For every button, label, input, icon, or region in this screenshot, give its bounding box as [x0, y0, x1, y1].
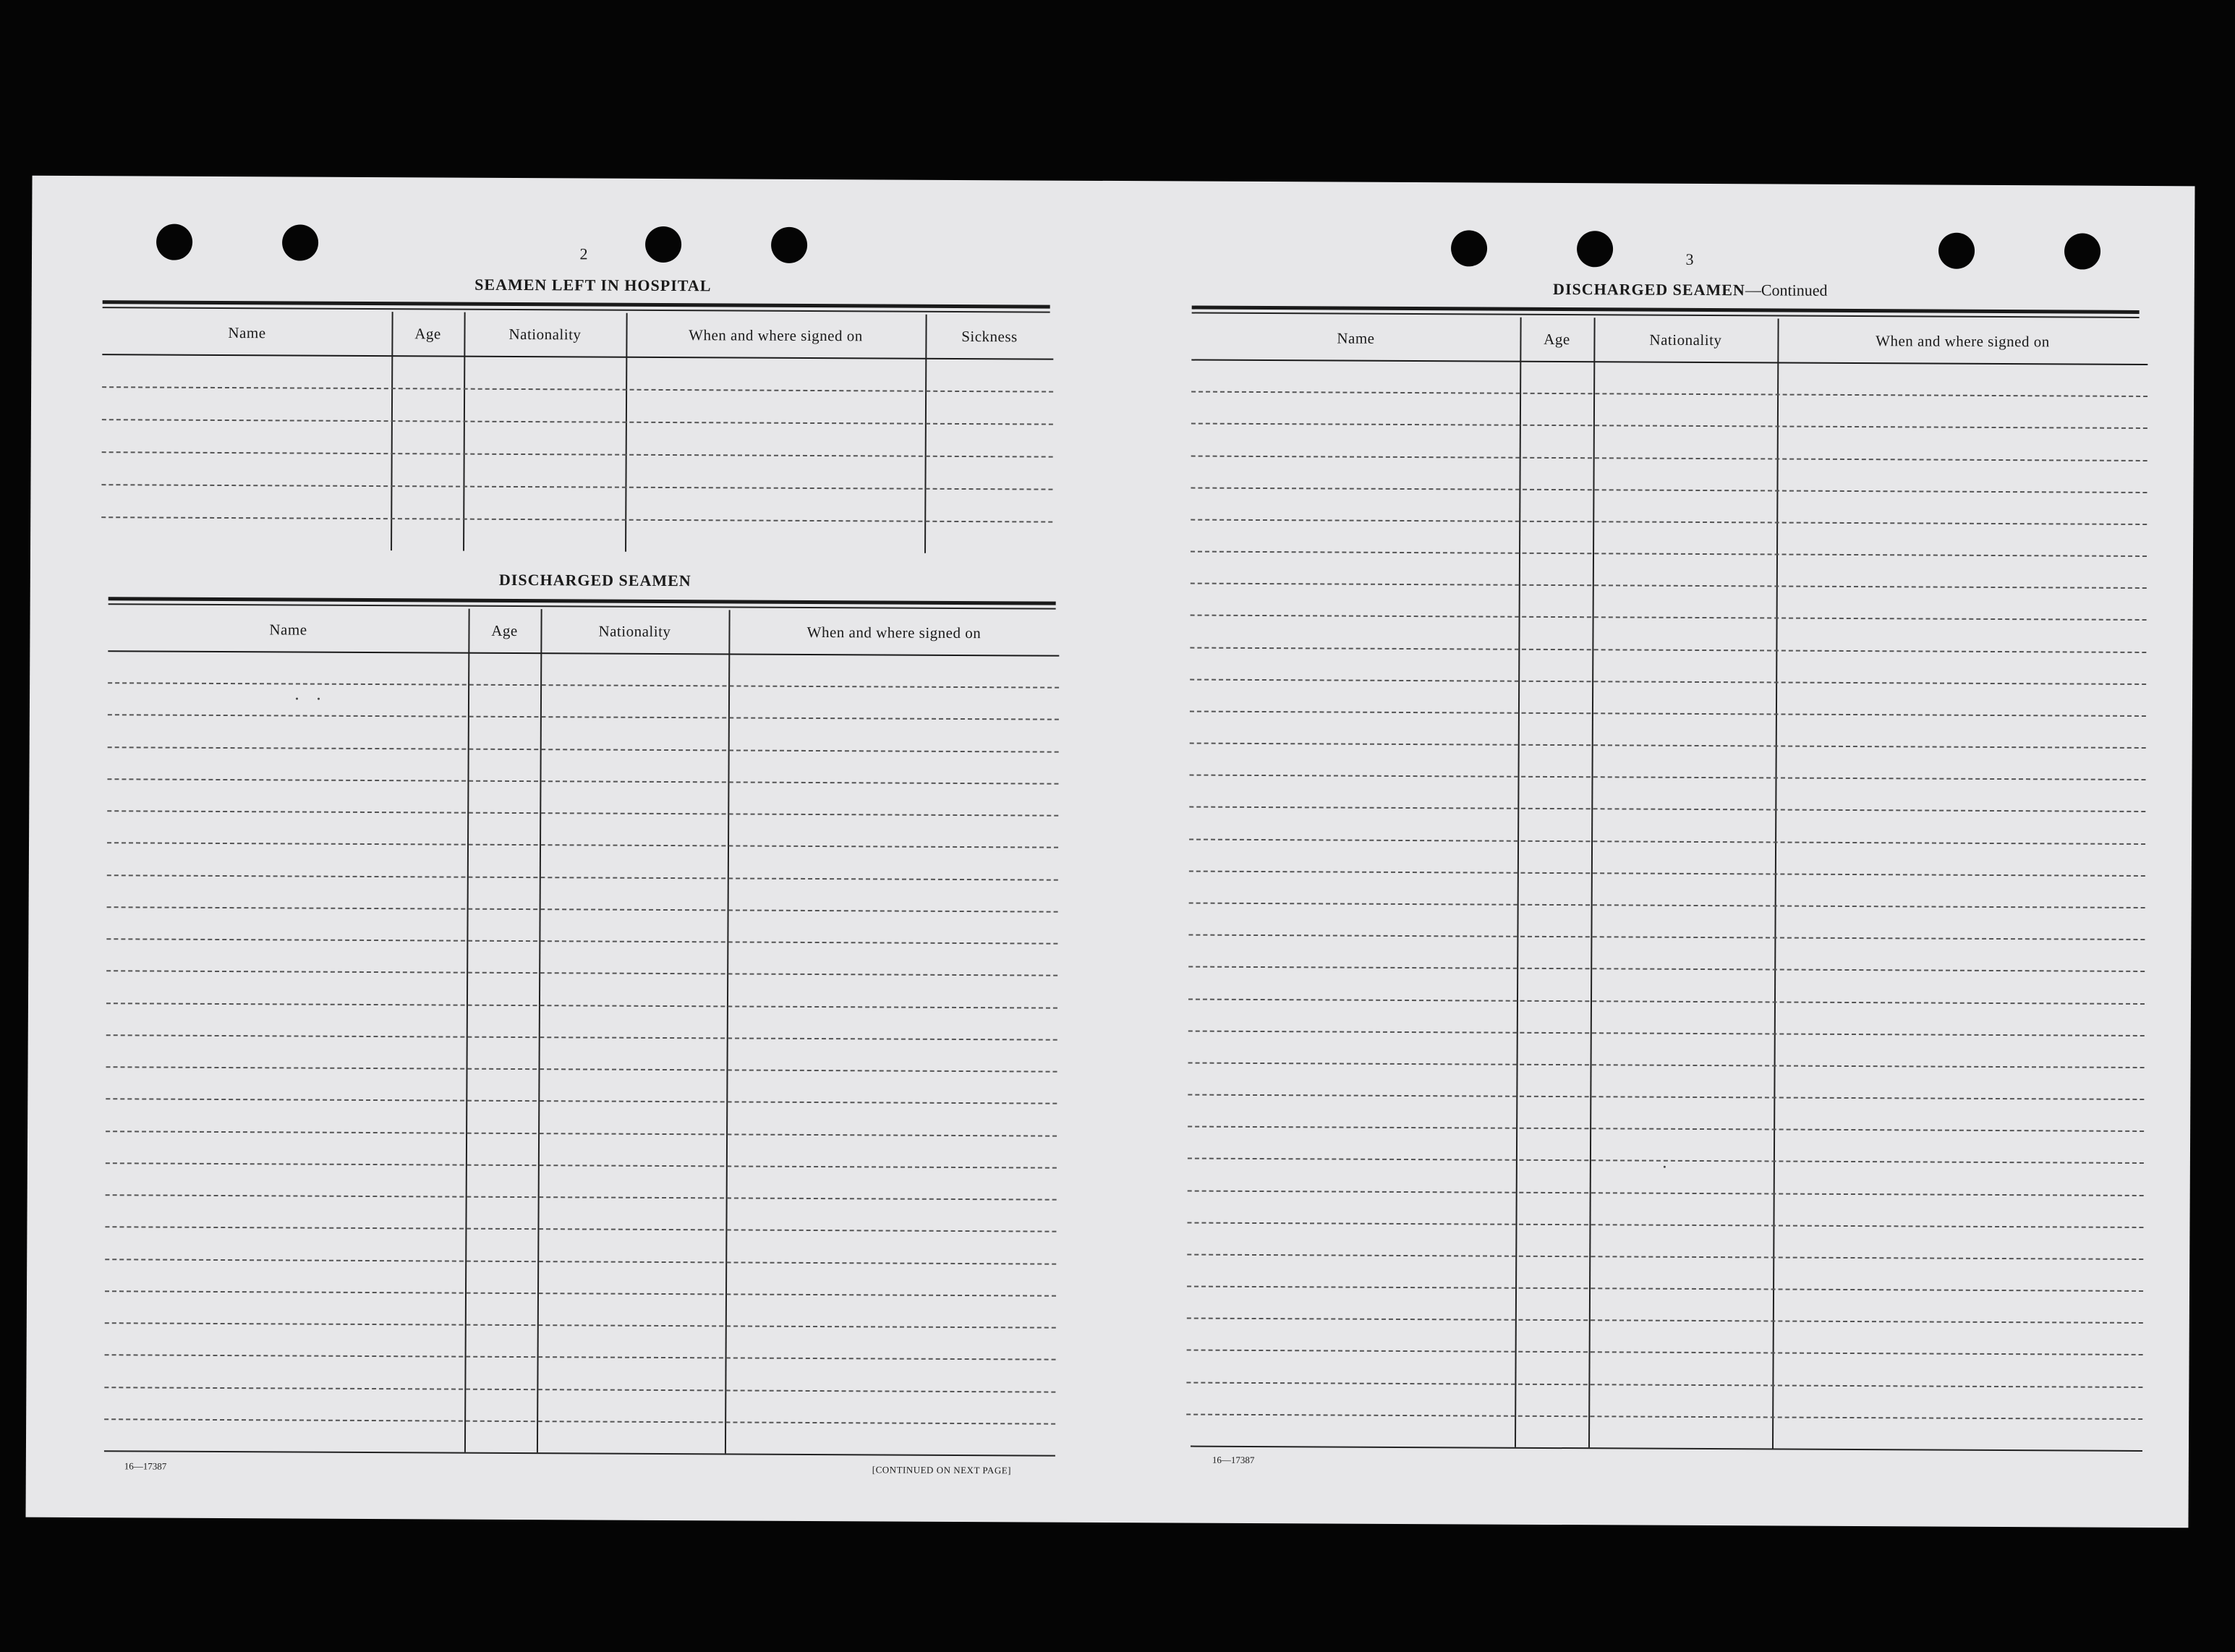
discharged-continued-title [1401, 279, 1980, 301]
column-header-nationality: Nationality [508, 325, 582, 343]
column-header-name: Name [228, 323, 266, 341]
hospital-table [101, 310, 1054, 553]
column-header-age: Age [1544, 330, 1570, 348]
discharged-continued-table [1186, 316, 2148, 1450]
discharged-section-title: DISCHARGED SEAMEN [498, 570, 691, 590]
punch-hole [1577, 231, 1613, 267]
column-header-name: Name [269, 620, 307, 639]
punch-hole [156, 224, 192, 260]
table-row[interactable] [101, 516, 1052, 553]
discharged-continued-title-main: DISCHARGED SEAMEN [1553, 279, 1745, 299]
punch-hole [1938, 233, 1975, 269]
column-header-when-and-where-signed-on: When and where signed on [1876, 331, 2050, 350]
form-code-left: 16—17387 [124, 1460, 167, 1472]
discharged-continued-suffix: —Continued [1745, 281, 1828, 299]
paper-speck [296, 697, 298, 699]
column-header-when-and-where-signed-on: When and where signed on [689, 325, 863, 344]
hospital-section-title: SEAMEN LEFT IN HOSPITAL [474, 275, 712, 295]
table-row[interactable] [1186, 1413, 2142, 1450]
document-sheet [25, 176, 2194, 1528]
column-header-sickness: Sickness [961, 327, 1018, 345]
column-header-nationality: Nationality [598, 622, 671, 640]
continued-note: [CONTINUED ON NEXT PAGE] [872, 1464, 1012, 1476]
paper-speck [1664, 1166, 1666, 1168]
column-header-nationality: Nationality [1649, 331, 1722, 349]
paper-speck [318, 698, 320, 700]
column-header-age: Age [414, 324, 441, 342]
punch-hole [282, 224, 318, 260]
page-number-right: 3 [1685, 250, 1694, 268]
punch-hole [645, 226, 681, 263]
punch-hole [2064, 233, 2100, 269]
page-number-left: 2 [579, 244, 588, 263]
form-code-right: 16—17387 [1212, 1454, 1255, 1465]
table-header [102, 310, 1053, 359]
punch-hole [771, 227, 807, 263]
punch-hole [1451, 230, 1487, 266]
column-header-age: Age [491, 621, 518, 639]
discharged-table [104, 607, 1060, 1455]
table-row[interactable] [104, 1418, 1055, 1455]
table-header [108, 607, 1059, 656]
column-header-name: Name [1337, 329, 1375, 347]
column-header-when-and-where-signed-on: When and where signed on [806, 623, 982, 642]
table-header [1191, 316, 2147, 365]
